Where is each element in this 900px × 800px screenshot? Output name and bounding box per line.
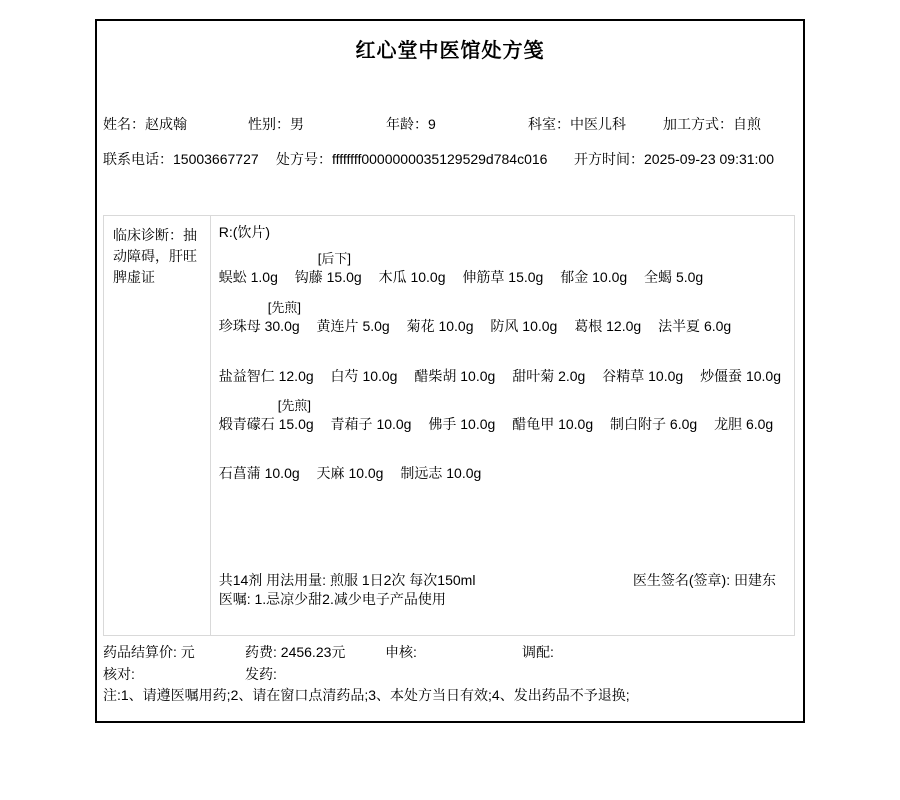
prescribe-time-field xyxy=(574,149,774,169)
herb-dose: 6.0g xyxy=(669,416,698,432)
herb-item xyxy=(658,318,731,334)
herb-item xyxy=(219,318,300,334)
decoction-tag: [后下] xyxy=(317,251,351,266)
herb-name: 蜈蚣 xyxy=(218,269,247,285)
department-label: 科室： xyxy=(528,116,570,132)
herb-dose: 2.0g xyxy=(558,368,586,384)
herb-row xyxy=(219,367,794,386)
settlement-price-label: 药品结算价: xyxy=(103,644,177,660)
herb-name: 菊花 xyxy=(406,318,435,334)
herb-dose: 6.0g xyxy=(703,318,732,334)
herb-item xyxy=(219,416,314,432)
herb-dose: 10.0g xyxy=(446,465,482,481)
dispense-prep-label: 调配: xyxy=(522,644,554,660)
dispense-label: 发药: xyxy=(245,666,277,682)
herb-name: 全蝎 xyxy=(644,269,673,285)
herb-name: 白芍 xyxy=(330,368,359,384)
herb-name: 制白附子 xyxy=(610,416,667,432)
processing-method-field xyxy=(663,114,761,134)
herb-item xyxy=(317,318,390,334)
herb-name: 煅青礞石 xyxy=(218,416,275,432)
herb-name: 珍珠母 xyxy=(218,318,261,334)
diagnosis-value: 抽动障碍，肝旺脾虚证 xyxy=(113,227,197,285)
herb-dose: 10.0g xyxy=(460,416,496,432)
department-field xyxy=(528,114,626,134)
herb-dose: 6.0g xyxy=(745,416,774,432)
rx-panel xyxy=(211,216,794,635)
prescribe-time-value: 2025-09-23 09:31:00 xyxy=(644,151,774,167)
doctor-signature-name: 田建东 xyxy=(734,572,776,588)
herb-item xyxy=(331,368,398,384)
department-value: 中医儿科 xyxy=(570,116,626,132)
herb-item xyxy=(400,465,481,481)
herb-item xyxy=(407,318,474,334)
herb-item xyxy=(700,368,781,384)
prescription-no-label: 处方号： xyxy=(276,151,332,167)
herb-item xyxy=(512,416,593,432)
herb-dose: 10.0g xyxy=(362,368,398,384)
herb-name: 制远志 xyxy=(400,465,443,481)
check-label: 核对: xyxy=(103,666,135,682)
herb-name: 防风 xyxy=(490,318,519,334)
page-title: 红心堂中医馆处方笺 xyxy=(355,40,545,62)
herb-dose: 10.0g xyxy=(592,269,628,285)
phone-label: 联系电话： xyxy=(103,151,173,167)
decoction-tag: [先煎] xyxy=(277,398,311,413)
herb-item xyxy=(714,416,773,432)
herb-dose: 10.0g xyxy=(264,465,300,481)
herb-item xyxy=(644,269,703,285)
herb-dose: 12.0g xyxy=(278,368,314,384)
herb-dose: 15.0g xyxy=(326,269,362,285)
check-field xyxy=(103,664,135,684)
herb-item xyxy=(219,465,300,481)
herb-item xyxy=(331,416,412,432)
herb-name: 葛根 xyxy=(574,318,603,334)
patient-name-field xyxy=(103,114,187,134)
dosage-usage-text: 共14剂 用法用量: 煎服 1日2次 每次150ml xyxy=(218,572,476,588)
herb-item xyxy=(574,318,641,334)
herb-item xyxy=(219,368,314,384)
settlement-price-field xyxy=(103,642,195,662)
decoction-tag: [先煎] xyxy=(267,300,301,315)
herb-name: 醋柴胡 xyxy=(414,368,457,384)
settlement-price-value: 元 xyxy=(180,644,195,660)
herb-name: 青葙子 xyxy=(330,416,373,432)
herb-row xyxy=(219,268,794,287)
herb-item xyxy=(462,269,543,285)
herb-name: 石菖蒲 xyxy=(218,465,261,481)
patient-age-value: 9 xyxy=(428,116,436,132)
herb-item xyxy=(317,465,384,481)
herb-name: 炒僵蚕 xyxy=(700,368,743,384)
herb-item xyxy=(512,368,585,384)
patient-name-value: 赵成翰 xyxy=(145,116,187,132)
review-field xyxy=(385,642,417,662)
herb-item xyxy=(414,368,495,384)
review-label: 申核: xyxy=(385,644,417,660)
herb-row xyxy=(219,464,794,483)
herb-dose: 5.0g xyxy=(675,269,704,285)
patient-gender-value: 男 xyxy=(290,116,304,132)
patient-name-label: 姓名： xyxy=(103,116,145,132)
herb-dose: 1.0g xyxy=(250,269,278,285)
phone-field xyxy=(103,149,259,169)
patient-gender-label: 性别： xyxy=(248,116,290,132)
patient-gender-field xyxy=(248,114,304,134)
prescribe-time-label: 开方时间： xyxy=(574,151,644,167)
dispense-field xyxy=(245,664,277,684)
prescription-no-value: ffffffff0000000035129529d784c016 xyxy=(332,151,548,167)
herb-dose: 5.0g xyxy=(362,318,390,334)
medicine-fee-field xyxy=(245,642,345,662)
herb-dose: 10.0g xyxy=(558,416,594,432)
prescription-no-field xyxy=(276,149,547,169)
processing-method-label: 加工方式： xyxy=(663,116,733,132)
herb-dose: 10.0g xyxy=(348,465,384,481)
usage-block xyxy=(219,571,776,609)
herb-name: 木瓜 xyxy=(378,269,407,285)
herb-dose: 10.0g xyxy=(522,318,558,334)
diagnosis-label: 临床诊断： xyxy=(113,227,183,243)
herb-dose: 12.0g xyxy=(606,318,642,334)
herb-name: 钩藤 xyxy=(294,269,323,285)
herb-name: 黄连片 xyxy=(316,318,359,334)
dispense-prep-field xyxy=(522,642,554,662)
herb-row xyxy=(219,415,794,434)
medicine-fee-label: 药费: xyxy=(245,644,277,660)
patient-age-label: 年龄： xyxy=(386,116,428,132)
herb-row xyxy=(219,317,794,336)
herb-dose: 30.0g xyxy=(264,318,300,334)
herb-name: 天麻 xyxy=(316,465,345,481)
doctor-signature xyxy=(633,571,776,590)
herb-dose: 15.0g xyxy=(278,416,314,432)
herb-dose: 10.0g xyxy=(460,368,496,384)
herb-dose: 10.0g xyxy=(648,368,684,384)
herb-name: 郁金 xyxy=(560,269,589,285)
herb-dose: 10.0g xyxy=(410,269,446,285)
herb-name: 盐益智仁 xyxy=(218,368,275,384)
herb-name: 甜叶菊 xyxy=(512,368,555,384)
herb-name: 法半夏 xyxy=(658,318,701,334)
herb-dose: 15.0g xyxy=(508,269,544,285)
rx-header: R:(饮片) xyxy=(218,224,271,240)
patient-age-field xyxy=(386,114,436,134)
herb-name: 伸筋草 xyxy=(462,269,505,285)
herb-item xyxy=(379,269,446,285)
processing-method-value: 自煎 xyxy=(733,116,761,132)
herb-item xyxy=(610,416,697,432)
herb-name: 龙胆 xyxy=(714,416,743,432)
herb-item xyxy=(295,269,362,285)
herb-dose: 10.0g xyxy=(745,368,781,384)
herb-item xyxy=(219,269,278,285)
phone-value: 15003667727 xyxy=(173,151,259,167)
prescription-box xyxy=(103,215,795,636)
prescription-sheet xyxy=(95,19,805,723)
herb-name: 谷精草 xyxy=(602,368,645,384)
herb-item xyxy=(490,318,557,334)
herb-name: 醋龟甲 xyxy=(512,416,555,432)
doctor-signature-label: 医生签名(签章): xyxy=(632,572,731,588)
herb-item xyxy=(602,368,683,384)
herb-name: 佛手 xyxy=(428,416,457,432)
herb-dose: 10.0g xyxy=(376,416,412,432)
herb-item xyxy=(560,269,627,285)
herb-item xyxy=(428,416,495,432)
footer-note: 注:1、请遵医嘱用药;2、请在窗口点清药品;3、本处方当日有效;4、发出药品不予退换; xyxy=(103,687,630,703)
medicine-fee-value: 2456.23元 xyxy=(280,644,346,660)
herb-dose: 10.0g xyxy=(438,318,474,334)
diagnosis-panel xyxy=(104,216,211,635)
doctor-advice-text: 医嘱: 1.忌凉少甜2.减少电子产品使用 xyxy=(218,591,446,607)
